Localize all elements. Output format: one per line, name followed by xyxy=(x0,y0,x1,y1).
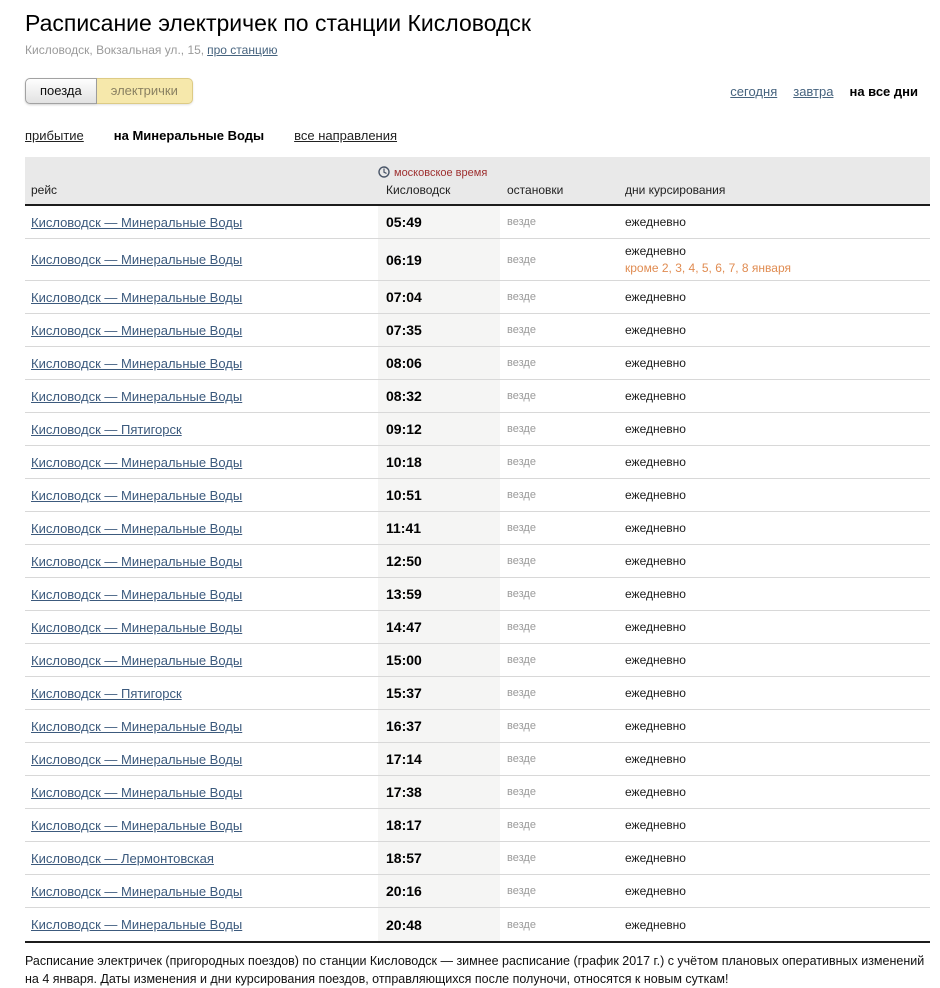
route-cell xyxy=(25,785,378,800)
route-link[interactable]: Кисловодск — Минеральные Воды xyxy=(31,718,243,734)
route-cell xyxy=(25,851,378,866)
route-link[interactable]: Кисловодск — Пятигорск xyxy=(31,421,182,437)
days-cell xyxy=(625,681,930,705)
days-cell xyxy=(625,714,930,738)
route-cell xyxy=(25,252,378,267)
route-cell xyxy=(25,554,378,569)
route-cell xyxy=(25,917,378,932)
days-value: ежедневно xyxy=(625,455,686,469)
route-cell xyxy=(25,620,378,635)
about-station-link[interactable]: про станцию xyxy=(207,43,278,57)
stops-value: везде xyxy=(507,720,536,732)
stops-value: везде xyxy=(507,324,536,336)
days-cell xyxy=(625,747,930,771)
table-row xyxy=(25,743,930,776)
stops-value: везде xyxy=(507,456,536,468)
departure-time: 13:59 xyxy=(378,578,500,610)
arrival-link[interactable]: прибытие xyxy=(25,128,84,143)
direction-nav xyxy=(25,128,930,143)
route-link[interactable]: Кисловодск — Минеральные Воды xyxy=(31,355,243,371)
days-cell xyxy=(625,239,930,280)
stops-value: везде xyxy=(507,423,536,435)
route-cell xyxy=(25,752,378,767)
stops-value: везде xyxy=(507,918,536,931)
route-cell xyxy=(25,215,378,230)
table-row xyxy=(25,809,930,842)
table-row xyxy=(25,545,930,578)
stops-value: везде xyxy=(507,291,536,303)
table-row xyxy=(25,206,930,239)
departure-time: 12:50 xyxy=(378,545,500,577)
departure-time: 05:49 xyxy=(378,206,500,238)
days-value: ежедневно xyxy=(625,356,686,370)
days-value: ежедневно xyxy=(625,521,686,535)
days-value: ежедневно xyxy=(625,752,686,766)
stops-value: везде xyxy=(507,786,536,798)
departure-time: 09:12 xyxy=(378,413,500,445)
days-value: ежедневно xyxy=(625,488,686,502)
days-value: ежедневно xyxy=(625,818,686,832)
days-cell xyxy=(625,780,930,804)
route-link[interactable]: Кисловодск — Минеральные Воды xyxy=(31,322,243,338)
table-row xyxy=(25,413,930,446)
day-filter-all-days-current[interactable]: на все дни xyxy=(849,83,918,99)
days-value: ежедневно xyxy=(625,323,686,337)
days-value: ежедневно xyxy=(625,215,686,229)
departure-time: 08:32 xyxy=(378,380,500,412)
schedule-table xyxy=(25,157,930,943)
column-headers xyxy=(25,183,930,204)
days-cell xyxy=(625,210,930,234)
day-filter-today-link[interactable]: сегодня xyxy=(730,83,778,99)
day-filter xyxy=(730,84,918,99)
route-link[interactable]: Кисловодск — Минеральные Воды xyxy=(31,883,243,899)
stops-value: везде xyxy=(507,522,536,534)
departure-time: 17:38 xyxy=(378,776,500,808)
table-row xyxy=(25,446,930,479)
days-cell xyxy=(625,384,930,408)
days-value: ежедневно xyxy=(625,917,686,932)
departure-time: 10:18 xyxy=(378,446,500,478)
tab-trains[interactable]: поезда xyxy=(25,78,97,104)
table-row xyxy=(25,578,930,611)
route-cell xyxy=(25,356,378,371)
days-cell xyxy=(625,879,930,903)
departure-time: 15:00 xyxy=(378,644,500,676)
route-cell xyxy=(25,290,378,305)
route-link[interactable]: Кисловодск — Минеральные Воды xyxy=(31,214,243,230)
route-cell xyxy=(25,323,378,338)
days-value: ежедневно xyxy=(625,587,686,601)
stops-value: везде xyxy=(507,753,536,765)
departure-time: 08:06 xyxy=(378,347,500,379)
table-row xyxy=(25,677,930,710)
stops-value: везде xyxy=(507,819,536,831)
departure-time: 11:41 xyxy=(378,512,500,544)
table-row xyxy=(25,314,930,347)
days-value: ежедневно xyxy=(625,620,686,634)
table-row xyxy=(25,710,930,743)
route-cell xyxy=(25,818,378,833)
days-value: ежедневно xyxy=(625,686,686,700)
table-row xyxy=(25,875,930,908)
days-cell xyxy=(625,351,930,375)
stops-value: везде xyxy=(507,687,536,699)
days-cell xyxy=(625,516,930,540)
table-row xyxy=(25,842,930,875)
days-value: ежедневно xyxy=(625,785,686,799)
route-link[interactable]: Кисловодск — Минеральные Воды xyxy=(31,586,243,602)
stops-value: везде xyxy=(507,885,536,897)
stops-value: везде xyxy=(507,390,536,402)
transport-tabs xyxy=(25,78,193,104)
days-cell xyxy=(625,813,930,837)
stops-value: везде xyxy=(507,621,536,633)
table-row xyxy=(25,644,930,677)
days-value: ежедневно xyxy=(625,719,686,733)
days-value: ежедневно xyxy=(625,422,686,436)
table-row xyxy=(25,239,930,281)
route-link[interactable]: Кисловодск — Минеральные Воды xyxy=(31,487,243,503)
footer-note: Расписание электричек (пригородных поездов) по станции Кисловодск — зимнее расписание (график 2017 г.) с учётом плановых оперативных изменений на 4 января. Даты изменения и дни курсирования поездов, отправляющихся после полуночи, относятся к новым суткам! xyxy=(25,954,925,987)
departure-time: 15:37 xyxy=(378,677,500,709)
route-link[interactable]: Кисловодск — Пятигорск xyxy=(31,685,182,701)
tab-suburban-active[interactable]: электрички xyxy=(97,78,193,104)
route-link[interactable]: Кисловодск — Минеральные Воды xyxy=(31,817,243,833)
days-cell xyxy=(625,450,930,474)
direction-current: на Минеральные Воды xyxy=(113,128,265,143)
schedule-body xyxy=(25,206,930,943)
route-cell xyxy=(25,884,378,899)
days-cell xyxy=(625,615,930,639)
route-link[interactable]: Кисловодск — Минеральные Воды xyxy=(31,388,243,404)
table-row xyxy=(25,380,930,413)
route-link[interactable]: Кисловодск — Минеральные Воды xyxy=(31,289,243,305)
departure-time: 06:19 xyxy=(378,239,500,280)
table-row xyxy=(25,512,930,545)
days-value: ежедневно xyxy=(625,244,686,258)
stops-value: везде xyxy=(507,588,536,600)
route-link[interactable]: Кисловодск — Минеральные Воды xyxy=(31,553,243,569)
days-exception-note: кроме 2, 3, 4, 5, 6, 7, 8 января xyxy=(625,261,791,275)
days-value: ежедневно xyxy=(625,851,686,865)
departure-time: 18:57 xyxy=(378,842,500,874)
days-cell xyxy=(625,648,930,672)
route-link[interactable]: Кисловодск — Лермонтовская xyxy=(31,850,214,866)
departure-time: 10:51 xyxy=(378,479,500,511)
table-row xyxy=(25,776,930,809)
route-cell xyxy=(25,389,378,404)
table-row xyxy=(25,908,930,941)
table-header xyxy=(25,157,930,206)
toolbar xyxy=(25,78,930,104)
days-cell xyxy=(625,846,930,870)
route-cell xyxy=(25,488,378,503)
departure-time: 07:04 xyxy=(378,281,500,313)
table-row xyxy=(25,611,930,644)
route-link[interactable]: Кисловодск — Минеральные Воды xyxy=(31,454,243,470)
station-subtitle xyxy=(25,43,930,57)
route-cell xyxy=(25,653,378,668)
column-header-days: дни курсирования xyxy=(625,183,726,197)
stops-value: везде xyxy=(507,216,536,228)
stops-value: везде xyxy=(507,253,536,266)
route-link[interactable]: Кисловодск — Минеральные Воды xyxy=(31,917,243,932)
stops-value: везде xyxy=(507,555,536,567)
column-header-station: Кисловодск xyxy=(386,183,451,197)
route-cell xyxy=(25,686,378,701)
stops-value: везде xyxy=(507,357,536,369)
stops-value: везде xyxy=(507,489,536,501)
departure-time: 16:37 xyxy=(378,710,500,742)
stops-value: везде xyxy=(507,654,536,666)
table-row xyxy=(25,347,930,380)
days-cell xyxy=(625,318,930,342)
departure-time: 20:16 xyxy=(378,875,500,907)
column-header-stops: остановки xyxy=(507,183,564,197)
days-cell xyxy=(625,285,930,309)
days-value: ежедневно xyxy=(625,290,686,304)
days-cell xyxy=(625,549,930,573)
route-link[interactable]: Кисловодск — Минеральные Воды xyxy=(31,520,243,536)
column-header-route: рейс xyxy=(31,183,58,197)
departure-time: 07:35 xyxy=(378,314,500,346)
days-cell xyxy=(625,483,930,507)
route-link[interactable]: Кисловодск — Минеральные Воды xyxy=(31,252,243,267)
departure-time: 20:48 xyxy=(378,908,500,941)
days-value: ежедневно xyxy=(625,554,686,568)
route-cell xyxy=(25,422,378,437)
route-link[interactable]: Кисловодск — Минеральные Воды xyxy=(31,751,243,767)
station-address: Кисловодск, Вокзальная ул., 15, xyxy=(25,43,205,57)
days-cell xyxy=(625,417,930,441)
days-cell xyxy=(625,913,930,937)
departure-time: 17:14 xyxy=(378,743,500,775)
page-title: Расписание электричек по станции Кисловодск xyxy=(25,10,531,36)
clock-icon xyxy=(378,166,390,181)
all-directions-link[interactable]: все направления xyxy=(294,128,398,143)
stops-value: везде xyxy=(507,852,536,864)
route-cell xyxy=(25,587,378,602)
route-cell xyxy=(25,521,378,536)
days-value: ежедневно xyxy=(625,653,686,667)
route-link[interactable]: Кисловодск — Минеральные Воды xyxy=(31,652,243,668)
days-value: ежедневно xyxy=(625,389,686,403)
departure-time: 14:47 xyxy=(378,611,500,643)
departure-time: 18:17 xyxy=(378,809,500,841)
route-link[interactable]: Кисловодск — Минеральные Воды xyxy=(31,619,243,635)
days-cell xyxy=(625,582,930,606)
route-cell xyxy=(25,719,378,734)
table-row xyxy=(25,281,930,314)
route-cell xyxy=(25,455,378,470)
table-row xyxy=(25,479,930,512)
timezone-note-label: московское время xyxy=(394,167,488,179)
day-filter-tomorrow-link[interactable]: завтра xyxy=(793,83,834,99)
route-link[interactable]: Кисловодск — Минеральные Воды xyxy=(31,784,243,800)
timezone-note xyxy=(378,163,930,183)
days-value: ежедневно xyxy=(625,884,686,898)
